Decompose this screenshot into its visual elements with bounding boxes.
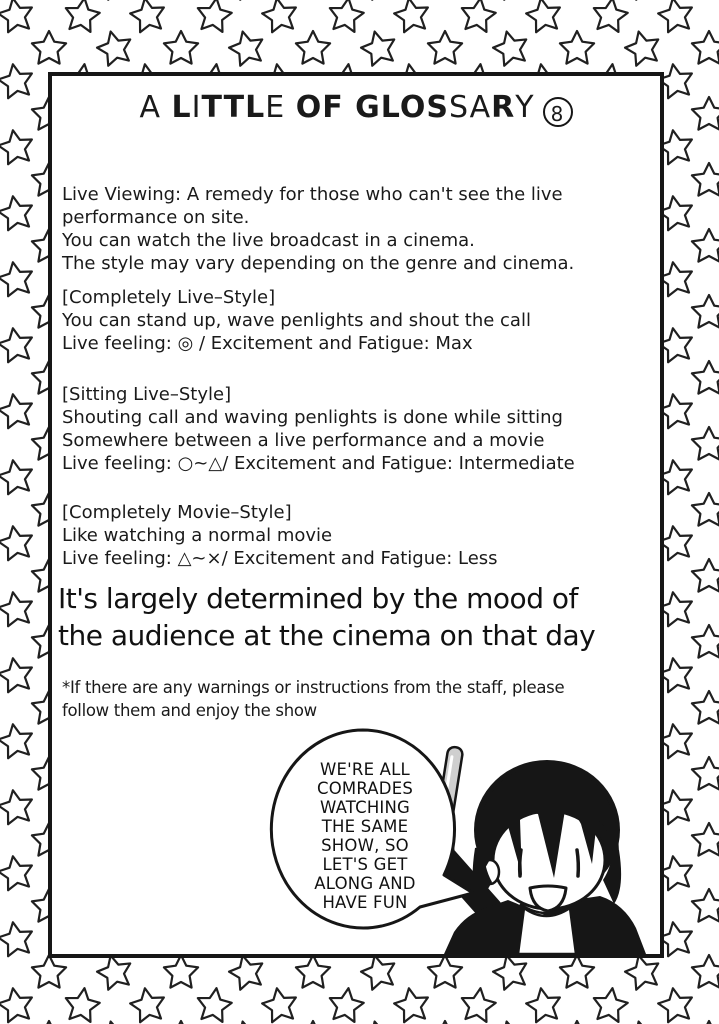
section-completely-live-style: [Completely Live–Style] You can stand up, wave penlights and shout the call Live feeling: ◎ / Excitement and Fatigue: Max	[62, 287, 531, 354]
section-heading: [Completely Live–Style]	[62, 287, 276, 308]
character-head	[473, 760, 622, 911]
character-eye-left	[520, 850, 521, 876]
glossary-panel	[48, 72, 664, 958]
character-eye-right	[577, 850, 578, 876]
character-shirt	[518, 908, 576, 954]
emphasis-text: It's largely determined by the mood of the audience at the cinema on that day	[58, 582, 596, 652]
chapter-number-badge: 8	[543, 97, 573, 127]
section-heading: [Sitting Live–Style]	[62, 384, 232, 405]
section-heading: [Completely Movie–Style]	[62, 502, 292, 523]
section-completely-movie-style: [Completely Movie–Style] Like watching a normal movie Live feeling: △~×/ Excitement and Fatigue: Less	[62, 502, 498, 569]
footnote: *If there are any warnings or instructions from the staff, please follow them and enjoy the show	[62, 678, 565, 720]
speech-bubble-text: WE'RE ALL COMRADES WATCHING THE SAME SHOW, SO LET'S GET ALONG AND HAVE FUN	[314, 760, 416, 912]
intro-paragraph: Live Viewing: A remedy for those who can't see the live performance on site. You can watch the live broadcast in a cinema. The style may vary depending on the genre and cinema.	[62, 184, 575, 274]
section-sitting-live-style: [Sitting Live–Style] Shouting call and waving penlights is done while sitting Somewhere between a live performance and a movie Live feeling: ○~△/ Excitement and Fatigue: Intermediate	[62, 384, 575, 474]
page-title: A LITTLE OF GLOSSARY 8	[52, 90, 660, 127]
